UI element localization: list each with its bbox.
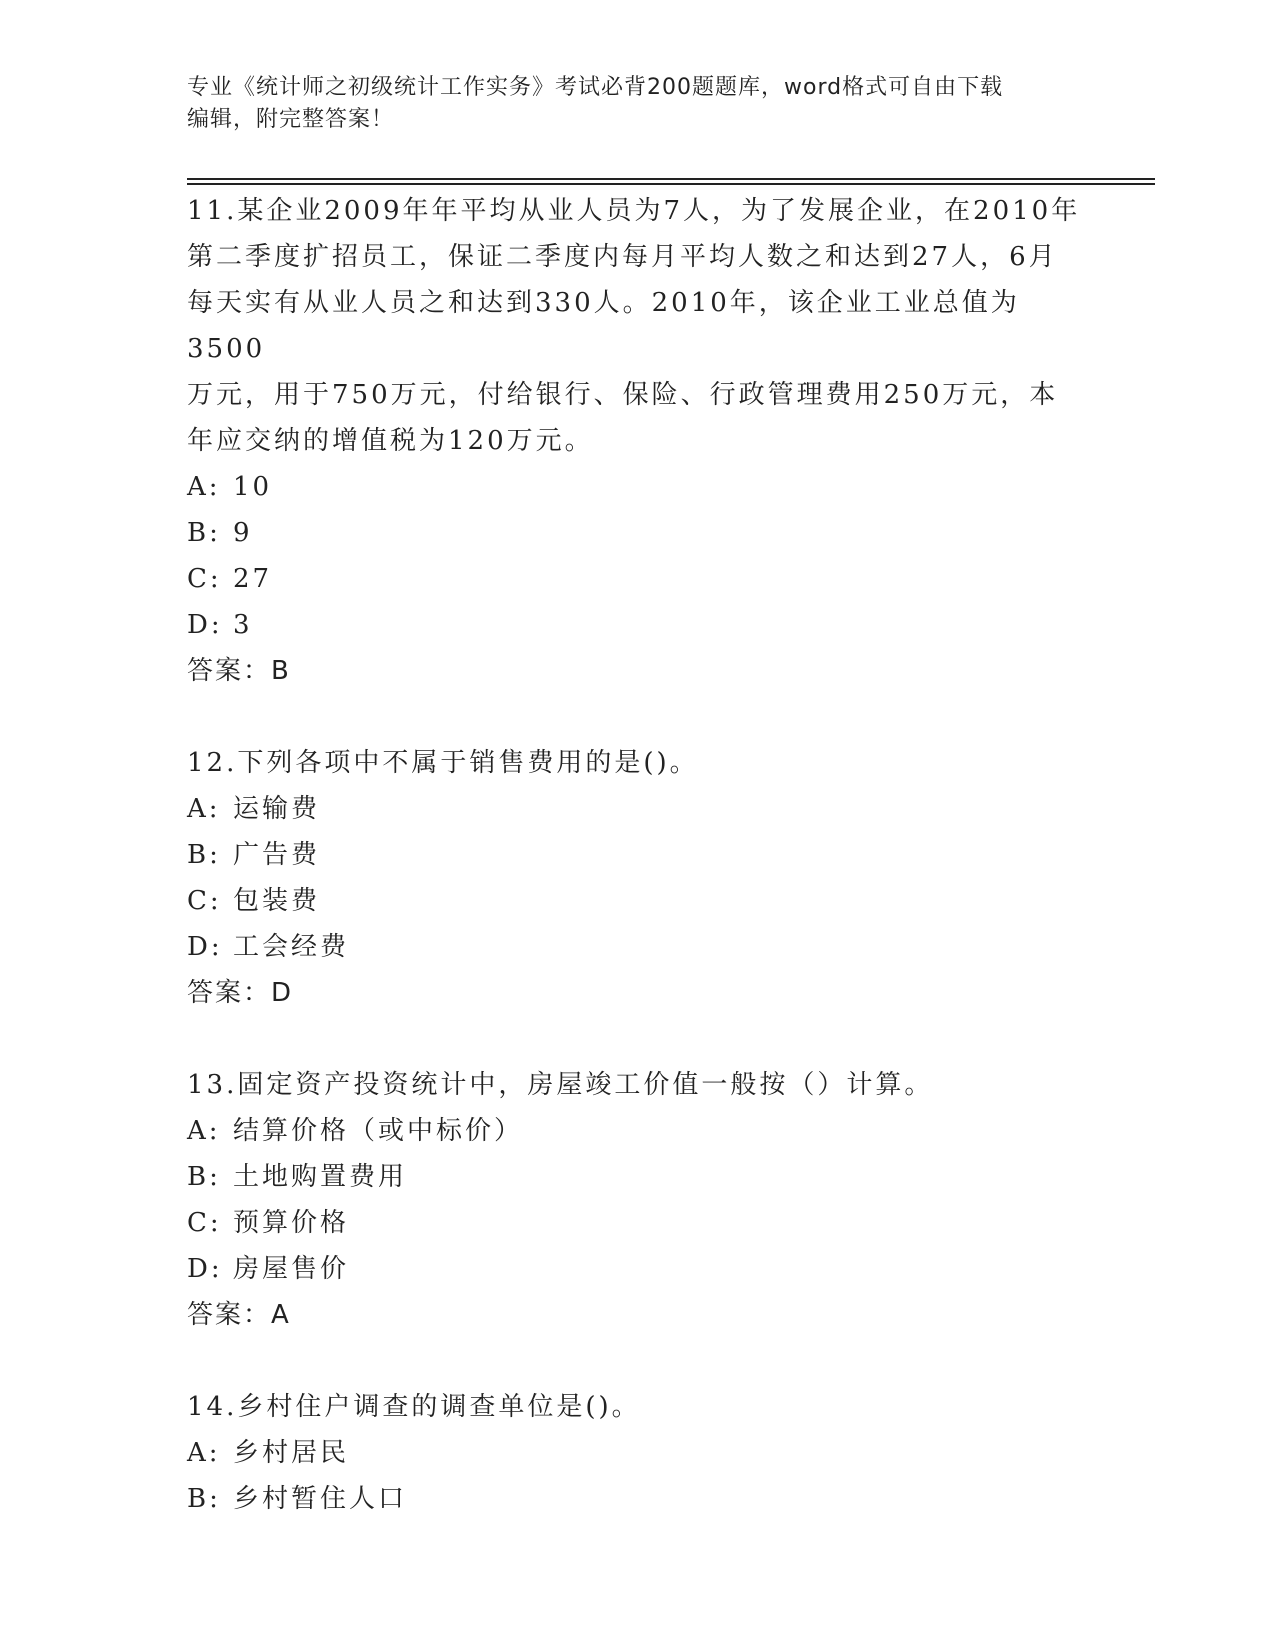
question-spacer bbox=[187, 1016, 1087, 1062]
question-stem-line: 11.某企业2009年年平均从业人员为7人，为了发展企业，在2010年 bbox=[187, 196, 1081, 226]
option-text: 运输费 bbox=[233, 794, 321, 824]
option-text: 房屋售价 bbox=[233, 1254, 350, 1284]
answer-line: 答案：D bbox=[187, 978, 294, 1008]
option-text: 结算价格（或中标价） bbox=[233, 1116, 524, 1146]
option-key: C: bbox=[187, 1208, 222, 1238]
option-b bbox=[187, 1154, 1087, 1200]
question-11 bbox=[187, 188, 1087, 694]
option-b bbox=[187, 832, 1087, 878]
option-key: C: bbox=[187, 564, 222, 594]
option-a bbox=[187, 786, 1087, 832]
document-header bbox=[187, 72, 1087, 136]
option-key: A: bbox=[187, 1116, 221, 1146]
option-text: 预算价格 bbox=[233, 1208, 350, 1238]
option-c bbox=[187, 878, 1087, 924]
question-list bbox=[187, 188, 1087, 1522]
question-12 bbox=[187, 740, 1087, 1016]
answer-line: 答案：A bbox=[187, 1300, 291, 1330]
option-key: B: bbox=[187, 518, 221, 548]
question-stem-line: 13.固定资产投资统计中，房屋竣工价值一般按（）计算。 bbox=[187, 1070, 934, 1100]
question-spacer bbox=[187, 1338, 1087, 1384]
option-key: B: bbox=[187, 840, 221, 870]
option-text: 10 bbox=[233, 472, 273, 502]
option-key: B: bbox=[187, 1162, 221, 1192]
header-divider-bottom bbox=[187, 183, 1155, 185]
question-stem-line: 12.下列各项中不属于销售费用的是()。 bbox=[187, 748, 699, 778]
question-stem-line: 年应交纳的增值税为120万元。 bbox=[187, 426, 594, 456]
option-d bbox=[187, 602, 1087, 648]
option-c bbox=[187, 556, 1087, 602]
option-text: 27 bbox=[233, 564, 273, 594]
option-key: A: bbox=[187, 1438, 221, 1468]
option-text: 土地购置费用 bbox=[233, 1162, 408, 1192]
option-a bbox=[187, 464, 1087, 510]
question-14 bbox=[187, 1384, 1087, 1522]
question-stem-line: 第二季度扩招员工，保证二季度内每月平均人数之和达到27人，6月 bbox=[187, 242, 1058, 272]
question-13 bbox=[187, 1062, 1087, 1338]
option-key: C: bbox=[187, 886, 222, 916]
option-key: A: bbox=[187, 794, 221, 824]
option-key: D: bbox=[187, 932, 223, 962]
option-b bbox=[187, 510, 1087, 556]
header-line-2: 编辑，附完整答案！ bbox=[187, 107, 395, 132]
question-spacer bbox=[187, 694, 1087, 740]
question-stem-line: 每天实有从业人员之和达到330人。2010年，该企业工业总值为3500 bbox=[187, 288, 1020, 364]
option-key: B: bbox=[187, 1484, 221, 1514]
option-text: 工会经费 bbox=[233, 932, 350, 962]
option-a bbox=[187, 1108, 1087, 1154]
option-b bbox=[187, 1476, 1087, 1522]
header-line-1: 专业《统计师之初级统计工作实务》考试必背200题题库，word格式可自由下载 bbox=[187, 75, 1004, 100]
question-stem-line: 万元，用于750万元，付给银行、保险、行政管理费用250万元，本 bbox=[187, 380, 1059, 410]
option-key: D: bbox=[187, 1254, 223, 1284]
option-text: 包装费 bbox=[233, 886, 321, 916]
answer-line: 答案：B bbox=[187, 656, 291, 686]
option-d bbox=[187, 1246, 1087, 1292]
option-text: 9 bbox=[233, 518, 253, 548]
option-c bbox=[187, 1200, 1087, 1246]
question-stem-line: 14.乡村住户调查的调查单位是()。 bbox=[187, 1392, 641, 1422]
option-a bbox=[187, 1430, 1087, 1476]
option-text: 乡村暂住人口 bbox=[233, 1484, 408, 1514]
option-key: D: bbox=[187, 610, 223, 640]
option-text: 乡村居民 bbox=[233, 1438, 350, 1468]
header-divider-top bbox=[187, 178, 1155, 180]
option-text: 3 bbox=[233, 610, 253, 640]
option-d bbox=[187, 924, 1087, 970]
option-text: 广告费 bbox=[233, 840, 321, 870]
option-key: A: bbox=[187, 472, 221, 502]
